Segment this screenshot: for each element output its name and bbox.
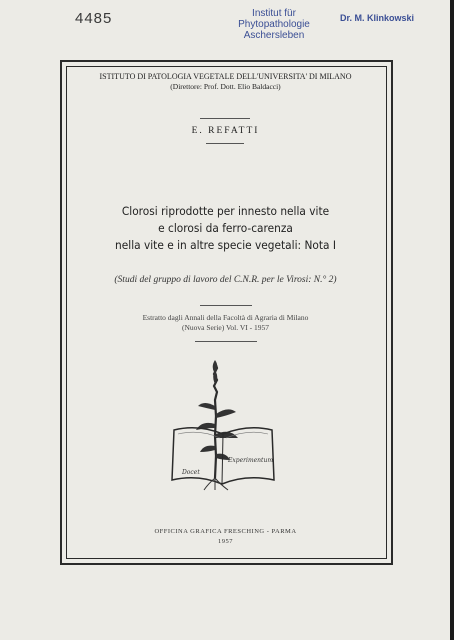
- institute-director: (Direttore: Prof. Dott. Elio Baldacci): [170, 82, 281, 91]
- author-rule: [206, 143, 244, 144]
- printer-year: 1957: [218, 538, 233, 545]
- extract-rule-top: [200, 305, 252, 306]
- extract-line-1: Estratto dagli Annali della Facoltà di Agraria di Milano: [142, 313, 309, 322]
- extract-line-2: (Nuova Serie) Vol. VI - 1957: [181, 323, 270, 332]
- document-subtitle: (Studi del gruppo di lavoro del C.N.R. per le Virosi: N.° 2): [114, 275, 337, 285]
- printer-info: [66, 527, 385, 547]
- emblem-book-plant-icon: [168, 356, 280, 496]
- title-line-3: nella vite e in altre specie vegetali: Nota I: [115, 238, 336, 252]
- title-line-2: e clorosi da ferro-carenza: [158, 221, 293, 235]
- printer-name: OFFICINA GRAFICA FRESCHING - PARMA: [154, 528, 297, 535]
- extract-rule-bottom: [195, 341, 257, 342]
- institute-name: ISTITUTO DI PATOLOGIA VEGETALE DELL'UNIVERSITA' DI MILANO: [99, 72, 352, 81]
- stamp-name: Dr. M. Klinkowski: [340, 13, 415, 23]
- institute-header: [66, 72, 385, 92]
- emblem-word-left: Docet: [182, 469, 200, 476]
- title-line-1: Clorosi riprodotte per innesto nella vite: [121, 204, 330, 218]
- library-stamp: [215, 8, 333, 41]
- stamp-line-2: Aschersleben: [243, 30, 305, 41]
- author-name: E. REFATTI: [191, 126, 260, 136]
- document-title: [79, 203, 372, 254]
- stamp-line-1: Institut für Phytopathologie: [238, 8, 310, 30]
- header-rule: [200, 118, 250, 119]
- extract-note: [66, 313, 385, 333]
- handwritten-number: 4485: [75, 10, 113, 27]
- emblem-word-right: Experimentum: [228, 457, 274, 464]
